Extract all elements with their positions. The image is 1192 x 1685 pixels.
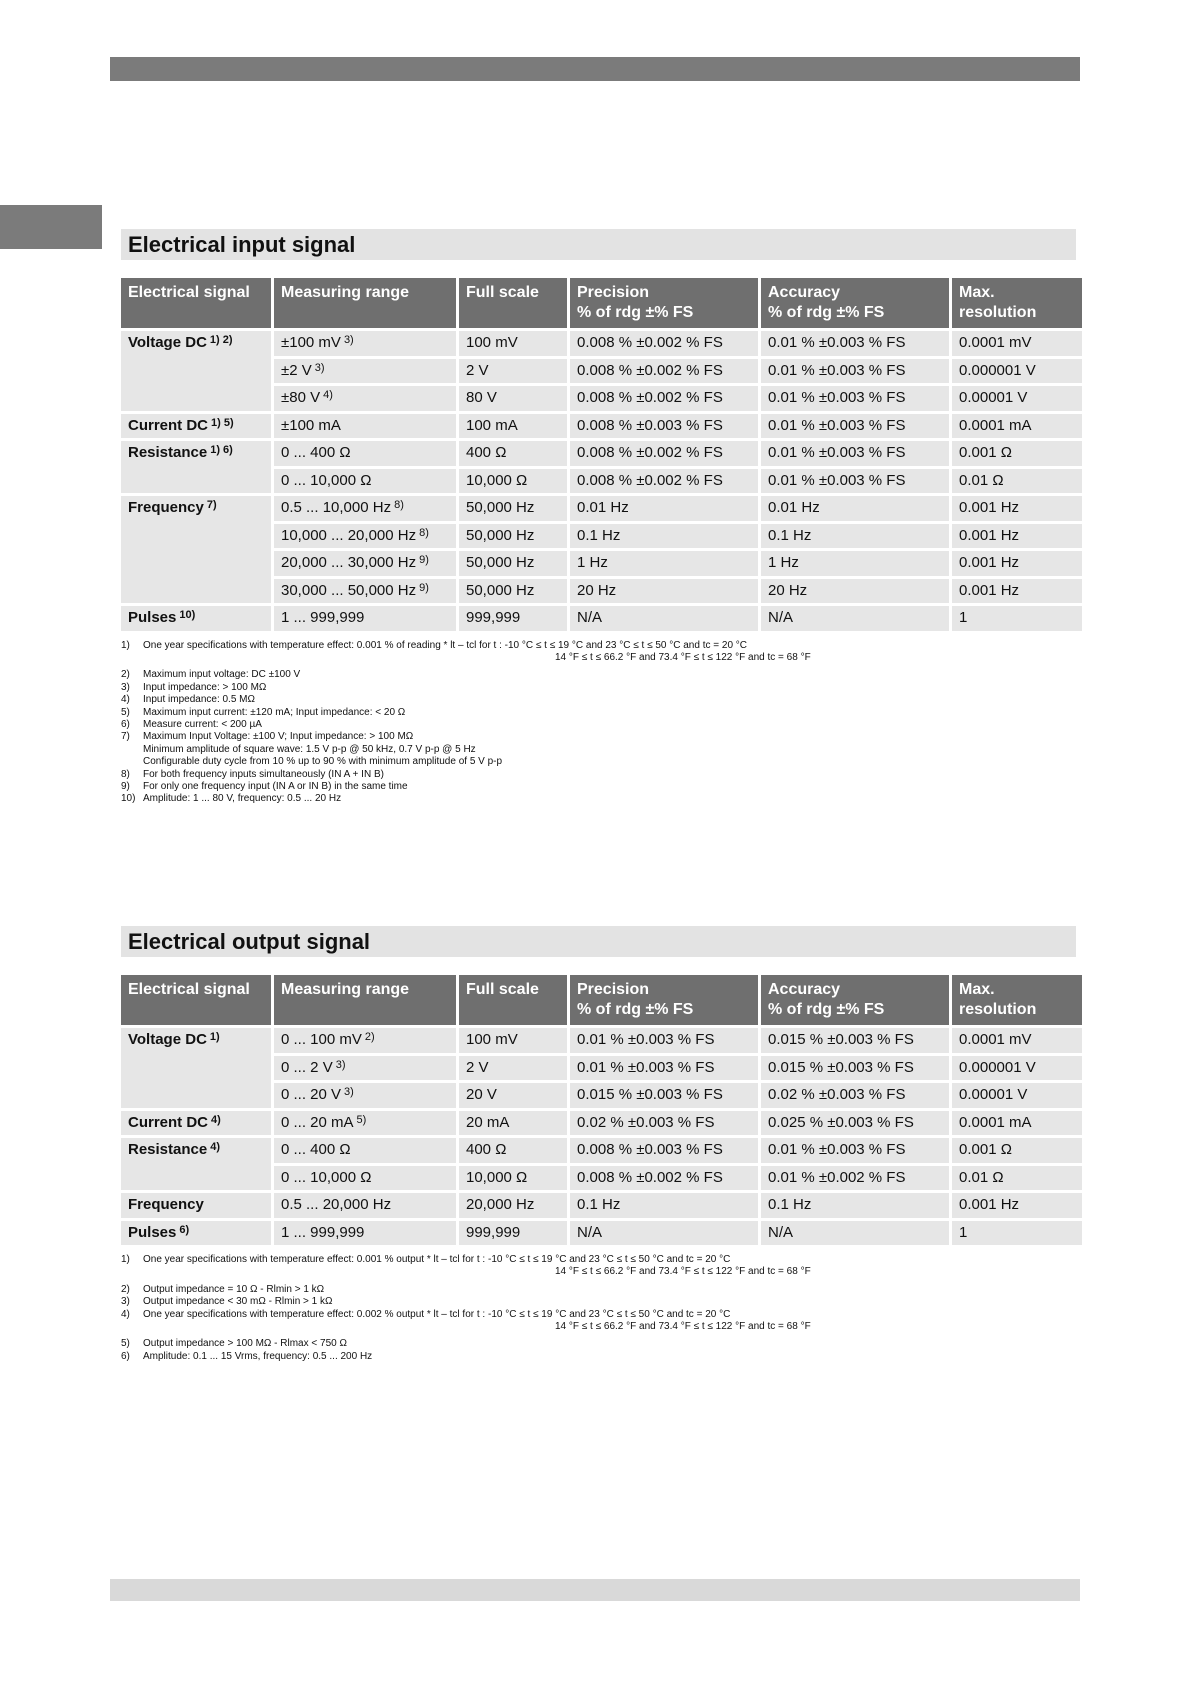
range-cell: 0 ... 100 mV $^{2)}$ bbox=[274, 1028, 456, 1053]
header-bar bbox=[110, 57, 1080, 81]
precision-cell: 0.008 % ±0.002 % FS bbox=[570, 1166, 758, 1191]
chapter-tab bbox=[0, 205, 102, 249]
signal-cell: Pulses $^{10)}$ bbox=[121, 606, 271, 631]
accuracy-cell: 0.01 % ±0.002 % FS bbox=[761, 1166, 949, 1191]
fullscale-cell: 2 V bbox=[459, 359, 567, 384]
resolution-cell: 0.001 Hz bbox=[952, 496, 1082, 521]
accuracy-cell: 0.01 % ±0.003 % FS bbox=[761, 331, 949, 356]
col-header-signal: Electrical signal bbox=[121, 278, 271, 328]
range-cell: ±2 V $^{3)}$ bbox=[274, 359, 456, 384]
signal-cell: Voltage DC $^{1)}$ bbox=[121, 1028, 271, 1108]
fullscale-cell: 20 V bbox=[459, 1083, 567, 1108]
resolution-cell: 0.0001 mV bbox=[952, 1028, 1082, 1053]
fullscale-cell: 20,000 Hz bbox=[459, 1193, 567, 1218]
accuracy-cell: 0.01 % ±0.003 % FS bbox=[761, 1138, 949, 1163]
resolution-cell: 0.001 Ω bbox=[952, 1138, 1082, 1163]
accuracy-cell: 0.025 % ±0.003 % FS bbox=[761, 1111, 949, 1136]
precision-cell: N/A bbox=[570, 1221, 758, 1246]
accuracy-cell: 0.01 Hz bbox=[761, 496, 949, 521]
table-row bbox=[121, 331, 1082, 356]
footnote: 9) For only one frequency input (IN A or IN B) in the same time bbox=[121, 780, 408, 792]
fullscale-cell: 50,000 Hz bbox=[459, 579, 567, 604]
resolution-cell: 0.001 Hz bbox=[952, 1193, 1082, 1218]
footnote: 2) Maximum input voltage: DC ±100 V bbox=[121, 669, 301, 681]
col-header-range: Measuring range bbox=[274, 278, 456, 328]
range-cell: 0 ... 2 V $^{3)}$ bbox=[274, 1056, 456, 1081]
precision-cell: 0.01 Hz bbox=[570, 496, 758, 521]
footnote: 3) Input impedance: > 100 MΩ bbox=[121, 681, 267, 693]
footnote: 14 °F ≤ t ≤ 66.2 °F and 73.4 °F ≤ t ≤ 122 °F and tc = 68 °F bbox=[555, 651, 811, 663]
accuracy-cell: 0.01 % ±0.003 % FS bbox=[761, 469, 949, 494]
resolution-cell: 0.001 Ω bbox=[952, 441, 1082, 466]
col-header-range: Measuring range bbox=[274, 975, 456, 1025]
precision-cell: 1 Hz bbox=[570, 551, 758, 576]
range-cell: 30,000 ... 50,000 Hz $^{9)}$ bbox=[274, 579, 456, 604]
resolution-cell: 0.0001 mA bbox=[952, 1111, 1082, 1136]
table-row bbox=[121, 1193, 1082, 1218]
resolution-cell: 0.001 Hz bbox=[952, 524, 1082, 549]
section-title: Electrical input signal bbox=[121, 229, 1076, 260]
table-row bbox=[121, 496, 1082, 521]
fullscale-cell: 50,000 Hz bbox=[459, 551, 567, 576]
range-cell: 0 ... 10,000 Ω bbox=[274, 469, 456, 494]
resolution-cell: 0.0001 mA bbox=[952, 414, 1082, 439]
range-cell: 0 ... 400 Ω bbox=[274, 441, 456, 466]
resolution-cell: 1 bbox=[952, 606, 1082, 631]
precision-cell: 0.015 % ±0.003 % FS bbox=[570, 1083, 758, 1108]
resolution-cell: 0.0001 mV bbox=[952, 331, 1082, 356]
range-cell: 10,000 ... 20,000 Hz $^{8)}$ bbox=[274, 524, 456, 549]
signal-cell: Voltage DC $^{1) 2)}$ bbox=[121, 331, 271, 411]
range-cell: 0 ... 400 Ω bbox=[274, 1138, 456, 1163]
footnote: 2) Output impedance = 10 Ω - Rlmin > 1 kΩ bbox=[121, 1283, 325, 1295]
precision-cell: 0.02 % ±0.003 % FS bbox=[570, 1111, 758, 1136]
table-row bbox=[121, 1111, 1082, 1136]
precision-cell: 0.008 % ±0.002 % FS bbox=[570, 386, 758, 411]
table-row bbox=[121, 606, 1082, 631]
accuracy-cell: 0.01 % ±0.003 % FS bbox=[761, 386, 949, 411]
precision-cell: N/A bbox=[570, 606, 758, 631]
section-title: Electrical output signal bbox=[121, 926, 1076, 957]
range-cell: 0 ... 20 V $^{3)}$ bbox=[274, 1083, 456, 1108]
signal-cell: Pulses $^{6)}$ bbox=[121, 1221, 271, 1246]
footnote: 5) Output impedance > 100 MΩ - Rlmax < 750 Ω bbox=[121, 1338, 347, 1350]
resolution-cell: 0.001 Hz bbox=[952, 551, 1082, 576]
footer-bar bbox=[110, 1579, 1080, 1601]
range-cell: 1 ... 999,999 bbox=[274, 1221, 456, 1246]
range-cell: 0 ... 10,000 Ω bbox=[274, 1166, 456, 1191]
footnote: 8) For both frequency inputs simultaneously (IN A + IN B) bbox=[121, 768, 384, 780]
fullscale-cell: 100 mA bbox=[459, 414, 567, 439]
fullscale-cell: 10,000 Ω bbox=[459, 1166, 567, 1191]
footnote: 10) Amplitude: 1 ... 80 V, frequency: 0.5 ... 20 Hz bbox=[121, 793, 342, 805]
footnote: 4) One year specifications with temperature effect: 0.002 % output * lt – tcl for t : -10 °C ≤ t ≤ 19 °C and 23 °C ≤ t ≤ 50 °C and tc = 20 °C bbox=[121, 1308, 731, 1320]
footnote: 14 °F ≤ t ≤ 66.2 °F and 73.4 °F ≤ t ≤ 122 °F and tc = 68 °F bbox=[555, 1321, 811, 1333]
precision-cell: 0.008 % ±0.002 % FS bbox=[570, 469, 758, 494]
resolution-cell: 0.000001 V bbox=[952, 359, 1082, 384]
range-cell: ±80 V $^{4)}$ bbox=[274, 386, 456, 411]
col-header-fullscale: Full scale bbox=[459, 975, 567, 1025]
table-header-row bbox=[121, 975, 1082, 1025]
accuracy-cell: 0.1 Hz bbox=[761, 524, 949, 549]
accuracy-cell: 20 Hz bbox=[761, 579, 949, 604]
resolution-cell: 0.01 Ω bbox=[952, 469, 1082, 494]
range-cell: 0 ... 20 mA $^{5)}$ bbox=[274, 1111, 456, 1136]
footnote: 3) Output impedance < 30 mΩ - Rlmin > 1 kΩ bbox=[121, 1296, 333, 1308]
accuracy-cell: 0.01 % ±0.003 % FS bbox=[761, 359, 949, 384]
output-spec-table bbox=[118, 972, 1085, 1248]
fullscale-cell: 100 mV bbox=[459, 331, 567, 356]
col-header-resolution: Max. resolution bbox=[952, 975, 1082, 1025]
fullscale-cell: 400 Ω bbox=[459, 1138, 567, 1163]
input-footnotes bbox=[121, 640, 1076, 806]
range-cell: 0.5 ... 20,000 Hz bbox=[274, 1193, 456, 1218]
footnote: 4) Input impedance: 0.5 MΩ bbox=[121, 694, 255, 706]
resolution-cell: 0.01 Ω bbox=[952, 1166, 1082, 1191]
accuracy-cell: N/A bbox=[761, 1221, 949, 1246]
accuracy-cell: 0.1 Hz bbox=[761, 1193, 949, 1218]
footnote: 6) Amplitude: 0.1 ... 15 Vrms, frequency: 0.5 ... 200 Hz bbox=[121, 1350, 373, 1362]
footnote: Configurable duty cycle from 10 % up to 90 % with minimum amplitude of 5 V p-p bbox=[143, 756, 503, 768]
precision-cell: 0.008 % ±0.002 % FS bbox=[570, 441, 758, 466]
precision-cell: 0.1 Hz bbox=[570, 1193, 758, 1218]
resolution-cell: 0.00001 V bbox=[952, 386, 1082, 411]
resolution-cell: 0.00001 V bbox=[952, 1083, 1082, 1108]
fullscale-cell: 100 mV bbox=[459, 1028, 567, 1053]
range-cell: 20,000 ... 30,000 Hz $^{9)}$ bbox=[274, 551, 456, 576]
accuracy-cell: 0.015 % ±0.003 % FS bbox=[761, 1028, 949, 1053]
precision-cell: 0.008 % ±0.003 % FS bbox=[570, 414, 758, 439]
footnote: 1) One year specifications with temperature effect: 0.001 % of reading * lt – tcl for t : -10 °C ≤ t ≤ 19 °C and 23 °C ≤ t ≤ 50 °C and tc = 20 °C bbox=[121, 639, 747, 651]
footnote: 14 °F ≤ t ≤ 66.2 °F and 73.4 °F ≤ t ≤ 122 °F and tc = 68 °F bbox=[555, 1266, 811, 1278]
accuracy-cell: 0.015 % ±0.003 % FS bbox=[761, 1056, 949, 1081]
footnote: 6) Measure current: < 200 µA bbox=[121, 718, 262, 730]
resolution-cell: 0.000001 V bbox=[952, 1056, 1082, 1081]
precision-cell: 0.1 Hz bbox=[570, 524, 758, 549]
table-header-row bbox=[121, 278, 1082, 328]
fullscale-cell: 400 Ω bbox=[459, 441, 567, 466]
signal-cell: Current DC $^{1) 5)}$ bbox=[121, 414, 271, 439]
signal-cell: Frequency bbox=[121, 1193, 271, 1218]
footnote: 7) Maximum Input Voltage: ±100 V; Input impedance: > 100 MΩ bbox=[121, 731, 414, 743]
precision-cell: 0.01 % ±0.003 % FS bbox=[570, 1028, 758, 1053]
fullscale-cell: 999,999 bbox=[459, 606, 567, 631]
footnote: Minimum amplitude of square wave: 1.5 V p-p @ 50 kHz, 0.7 V p-p @ 5 Hz bbox=[143, 743, 476, 755]
precision-cell: 0.01 % ±0.003 % FS bbox=[570, 1056, 758, 1081]
input-signal-section bbox=[121, 229, 1076, 806]
signal-cell: Current DC $^{4)}$ bbox=[121, 1111, 271, 1136]
col-header-precision: Precision % of rdg ±% FS bbox=[570, 278, 758, 328]
accuracy-cell: 0.01 % ±0.003 % FS bbox=[761, 441, 949, 466]
fullscale-cell: 80 V bbox=[459, 386, 567, 411]
precision-cell: 0.008 % ±0.002 % FS bbox=[570, 331, 758, 356]
fullscale-cell: 50,000 Hz bbox=[459, 496, 567, 521]
fullscale-cell: 10,000 Ω bbox=[459, 469, 567, 494]
table-row bbox=[121, 1138, 1082, 1163]
col-header-signal: Electrical signal bbox=[121, 975, 271, 1025]
accuracy-cell: N/A bbox=[761, 606, 949, 631]
table-row bbox=[121, 414, 1082, 439]
signal-cell: Resistance $^{4)}$ bbox=[121, 1138, 271, 1190]
fullscale-cell: 20 mA bbox=[459, 1111, 567, 1136]
footnote: 1) One year specifications with temperature effect: 0.001 % output * lt – tcl for t : -10 °C ≤ t ≤ 19 °C and 23 °C ≤ t ≤ 50 °C and tc = 20 °C bbox=[121, 1254, 731, 1265]
accuracy-cell: 1 Hz bbox=[761, 551, 949, 576]
range-cell: ±100 mA bbox=[274, 414, 456, 439]
fullscale-cell: 50,000 Hz bbox=[459, 524, 567, 549]
col-header-accuracy: Accuracy % of rdg ±% FS bbox=[761, 278, 949, 328]
resolution-cell: 0.001 Hz bbox=[952, 579, 1082, 604]
fullscale-cell: 2 V bbox=[459, 1056, 567, 1081]
col-header-resolution: Max. resolution bbox=[952, 278, 1082, 328]
col-header-fullscale: Full scale bbox=[459, 278, 567, 328]
precision-cell: 20 Hz bbox=[570, 579, 758, 604]
fullscale-cell: 999,999 bbox=[459, 1221, 567, 1246]
precision-cell: 0.008 % ±0.003 % FS bbox=[570, 1138, 758, 1163]
range-cell: 1 ... 999,999 bbox=[274, 606, 456, 631]
accuracy-cell: 0.01 % ±0.003 % FS bbox=[761, 414, 949, 439]
output-footnotes bbox=[121, 1254, 1076, 1363]
accuracy-cell: 0.02 % ±0.003 % FS bbox=[761, 1083, 949, 1108]
signal-cell: Frequency $^{7)}$ bbox=[121, 496, 271, 603]
signal-cell: Resistance $^{1) 6)}$ bbox=[121, 441, 271, 493]
range-cell: ±100 mV $^{3)}$ bbox=[274, 331, 456, 356]
table-row bbox=[121, 1221, 1082, 1246]
output-signal-section bbox=[121, 926, 1076, 1363]
input-spec-table bbox=[118, 275, 1085, 634]
table-row bbox=[121, 441, 1082, 466]
range-cell: 0.5 ... 10,000 Hz $^{8)}$ bbox=[274, 496, 456, 521]
footnote: 5) Maximum input current: ±120 mA; Input impedance: < 20 Ω bbox=[121, 706, 406, 718]
col-header-accuracy: Accuracy % of rdg ±% FS bbox=[761, 975, 949, 1025]
resolution-cell: 1 bbox=[952, 1221, 1082, 1246]
col-header-precision: Precision % of rdg ±% FS bbox=[570, 975, 758, 1025]
table-row bbox=[121, 1028, 1082, 1053]
precision-cell: 0.008 % ±0.002 % FS bbox=[570, 359, 758, 384]
